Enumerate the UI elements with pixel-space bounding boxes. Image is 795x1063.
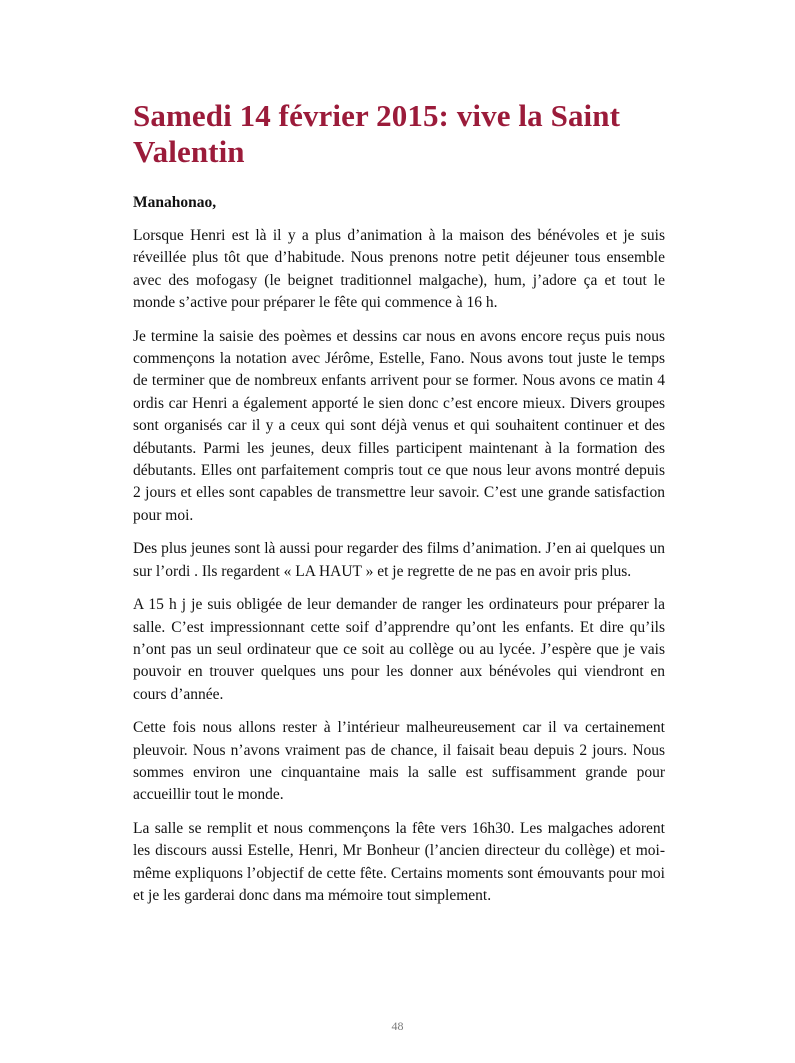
paragraph-4: A 15 h j je suis obligée de leur demander de ranger les ordinateurs pour préparer la salle. C’est impressionnant cette soif d’apprendre qu’ont les enfants. Et dire qu’ils n’ont pas un seul ordinateur que ce soit au collège ou au lycée. J’espère que je vais pouvoir en trouver quelques uns pour les donner aux bénévoles qui viendront en cours d’année.	[133, 596, 665, 703]
greeting: Manahonao,	[133, 194, 217, 211]
paragraph-3: Des plus jeunes sont là aussi pour regarder des films d’animation. J’en ai quelques un sur l’ordi . Ils regardent « LA HAUT » et je regrette de ne pas en avoir pris plus.	[133, 540, 665, 580]
paragraph-2: Je termine la saisie des poèmes et dessins car nous en avons encore reçus puis nous commençons la notation avec Jérôme, Estelle, Fano. Nous avons tout juste le temps de terminer que de nombreux enfants arrivent pour se former. Nous avons ce matin 4 ordis car Henri a également apporté le sien donc c’est encore mieux. Divers groupes sont organisés car il y a ceux qui sont déjà venus et qui souhaitent continuer et des débutants. Parmi les jeunes, deux filles participent maintenant à la formation des débutants. Elles ont parfaitement compris tout ce que nous leur avons montré depuis 2 jours et elles sont capables de transmettre leur savoir. C’est une grande satisfaction pour moi.	[133, 327, 665, 524]
paragraph-6: La salle se remplit et nous commençons la fête vers 16h30. Les malgaches adorent les discours aussi Estelle, Henri, Mr Bonheur (l’ancien directeur du collège) et moi-même expliquons l’objectif de cette fête. Certains moments sont émouvants pour moi et je les garderai donc dans ma mémoire tout simplement.	[133, 819, 665, 904]
paragraph-1: Lorsque Henri est là il y a plus d’animation à la maison des bénévoles et je suis réveillée plus tôt que d’habitude. Nous prenons notre petit déjeuner tous ensemble avec des mofogasy (le beignet traditionnel malgache), hum, j’adore ça et tout le monde s’active pour préparer le fête qui commence à 16 h.	[133, 227, 665, 312]
document-page	[133, 98, 665, 918]
page-title: Samedi 14 février 2015: vive la Saint Valentin	[133, 98, 621, 169]
paragraph-5: Cette fois nous allons rester à l’intérieur malheureusement car il va certainement pleuvoir. Nous n’avons vraiment pas de chance, il faisait beau depuis 2 jours. Nous sommes environ une cinquantaine mais la salle est suffisamment grande pour accueillir tout le monde.	[133, 719, 665, 804]
page-number: 48	[391, 1019, 404, 1033]
